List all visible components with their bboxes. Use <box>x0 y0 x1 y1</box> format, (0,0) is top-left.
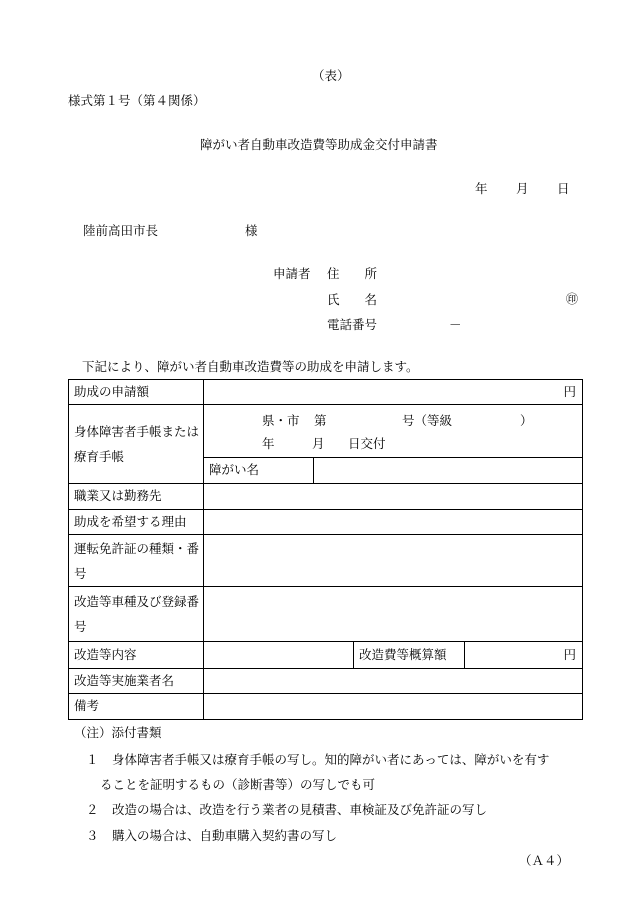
date-year-label: 年 <box>475 181 488 196</box>
handbook-details <box>204 405 583 458</box>
row-reason <box>69 510 583 535</box>
row-occupation <box>69 484 583 510</box>
phone-dash: － <box>449 317 462 332</box>
intro-text: 下記により、障がい者自動車改造費等の助成を申請します。 <box>82 359 419 374</box>
addressee-name: 陸前高田市長 <box>83 223 159 238</box>
handbook-issue-day: 日交付 <box>348 436 386 451</box>
paper-size-label: （Ａ４） <box>519 853 570 868</box>
row-handbook <box>69 405 583 458</box>
remarks-label: 備考 <box>69 694 204 720</box>
amount-label: 助成の申請額 <box>69 380 204 405</box>
amount-yen: 円 <box>204 380 583 405</box>
reason-value <box>204 510 583 535</box>
contractor-label: 改造等実施業者名 <box>69 669 204 694</box>
row-vehicle <box>69 587 583 642</box>
handbook-label: 身体障害者手帳または療育手帳 <box>69 405 204 484</box>
note-1-line-1: 身体障害者手帳又は療育手帳の写し。知的障がい者にあっては、障がいを有す <box>112 752 550 767</box>
note-3-number: ３ <box>86 828 99 843</box>
date-month-label: 月 <box>516 181 529 196</box>
disability-label: 障がい名 <box>204 458 314 484</box>
occupation-label: 職業又は勤務先 <box>69 484 204 510</box>
reason-label: 助成を希望する理由 <box>69 510 204 535</box>
phone-label: 電話番号 <box>327 317 378 332</box>
vehicle-value <box>204 587 583 642</box>
handbook-issue-month: 月 <box>312 436 325 451</box>
document-title: 障がい者自動車改造費等助成金交付申請書 <box>200 137 438 152</box>
seal-mark: ㊞ <box>566 292 579 306</box>
content-value <box>204 642 354 669</box>
row-contractor <box>69 669 583 694</box>
content-label: 改造等内容 <box>69 642 204 669</box>
handbook-number-prefix: 第 <box>314 413 327 428</box>
row-amount <box>69 380 583 405</box>
row-license <box>69 535 583 587</box>
note-2-number: ２ <box>86 802 99 817</box>
note-2-text: 改造の場合は、改造を行う業者の見積書、車検証及び免許証の写し <box>112 802 488 817</box>
disability-value <box>314 458 583 484</box>
vehicle-label: 改造等車種及び登録番号 <box>69 587 204 642</box>
remarks-value <box>204 694 583 720</box>
form-number: 様式第１号（第４関係） <box>68 93 206 108</box>
application-form-table <box>68 379 583 720</box>
side-label: （表） <box>312 68 350 83</box>
notes-heading: （注）添付書類 <box>74 725 162 740</box>
handbook-issue-year: 年 <box>262 436 275 451</box>
row-remarks <box>69 694 583 720</box>
license-value <box>204 535 583 587</box>
name-label: 氏 名 <box>327 292 378 307</box>
address-label: 住 所 <box>327 266 378 281</box>
occupation-value <box>204 484 583 510</box>
estimate-label: 改造費等概算額 <box>354 642 465 669</box>
handbook-pref-city: 県・市 <box>262 413 300 428</box>
note-1-line-2: ることを証明するもの（診断書等）の写しでも可 <box>100 777 376 792</box>
date-day-label: 日 <box>557 181 570 196</box>
handbook-grade-label: 号（等級 <box>402 413 453 428</box>
addressee-honorific: 様 <box>245 223 258 238</box>
handbook-grade-close: ） <box>520 413 533 428</box>
estimate-yen: 円 <box>465 642 583 669</box>
note-1-number: １ <box>86 752 99 767</box>
applicant-label: 申請者 <box>273 266 311 281</box>
license-label: 運転免許証の種類・番号 <box>69 535 204 587</box>
row-content <box>69 642 583 669</box>
note-3-text: 購入の場合は、自動車購入契約書の写し <box>112 828 338 843</box>
contractor-value <box>204 669 583 694</box>
